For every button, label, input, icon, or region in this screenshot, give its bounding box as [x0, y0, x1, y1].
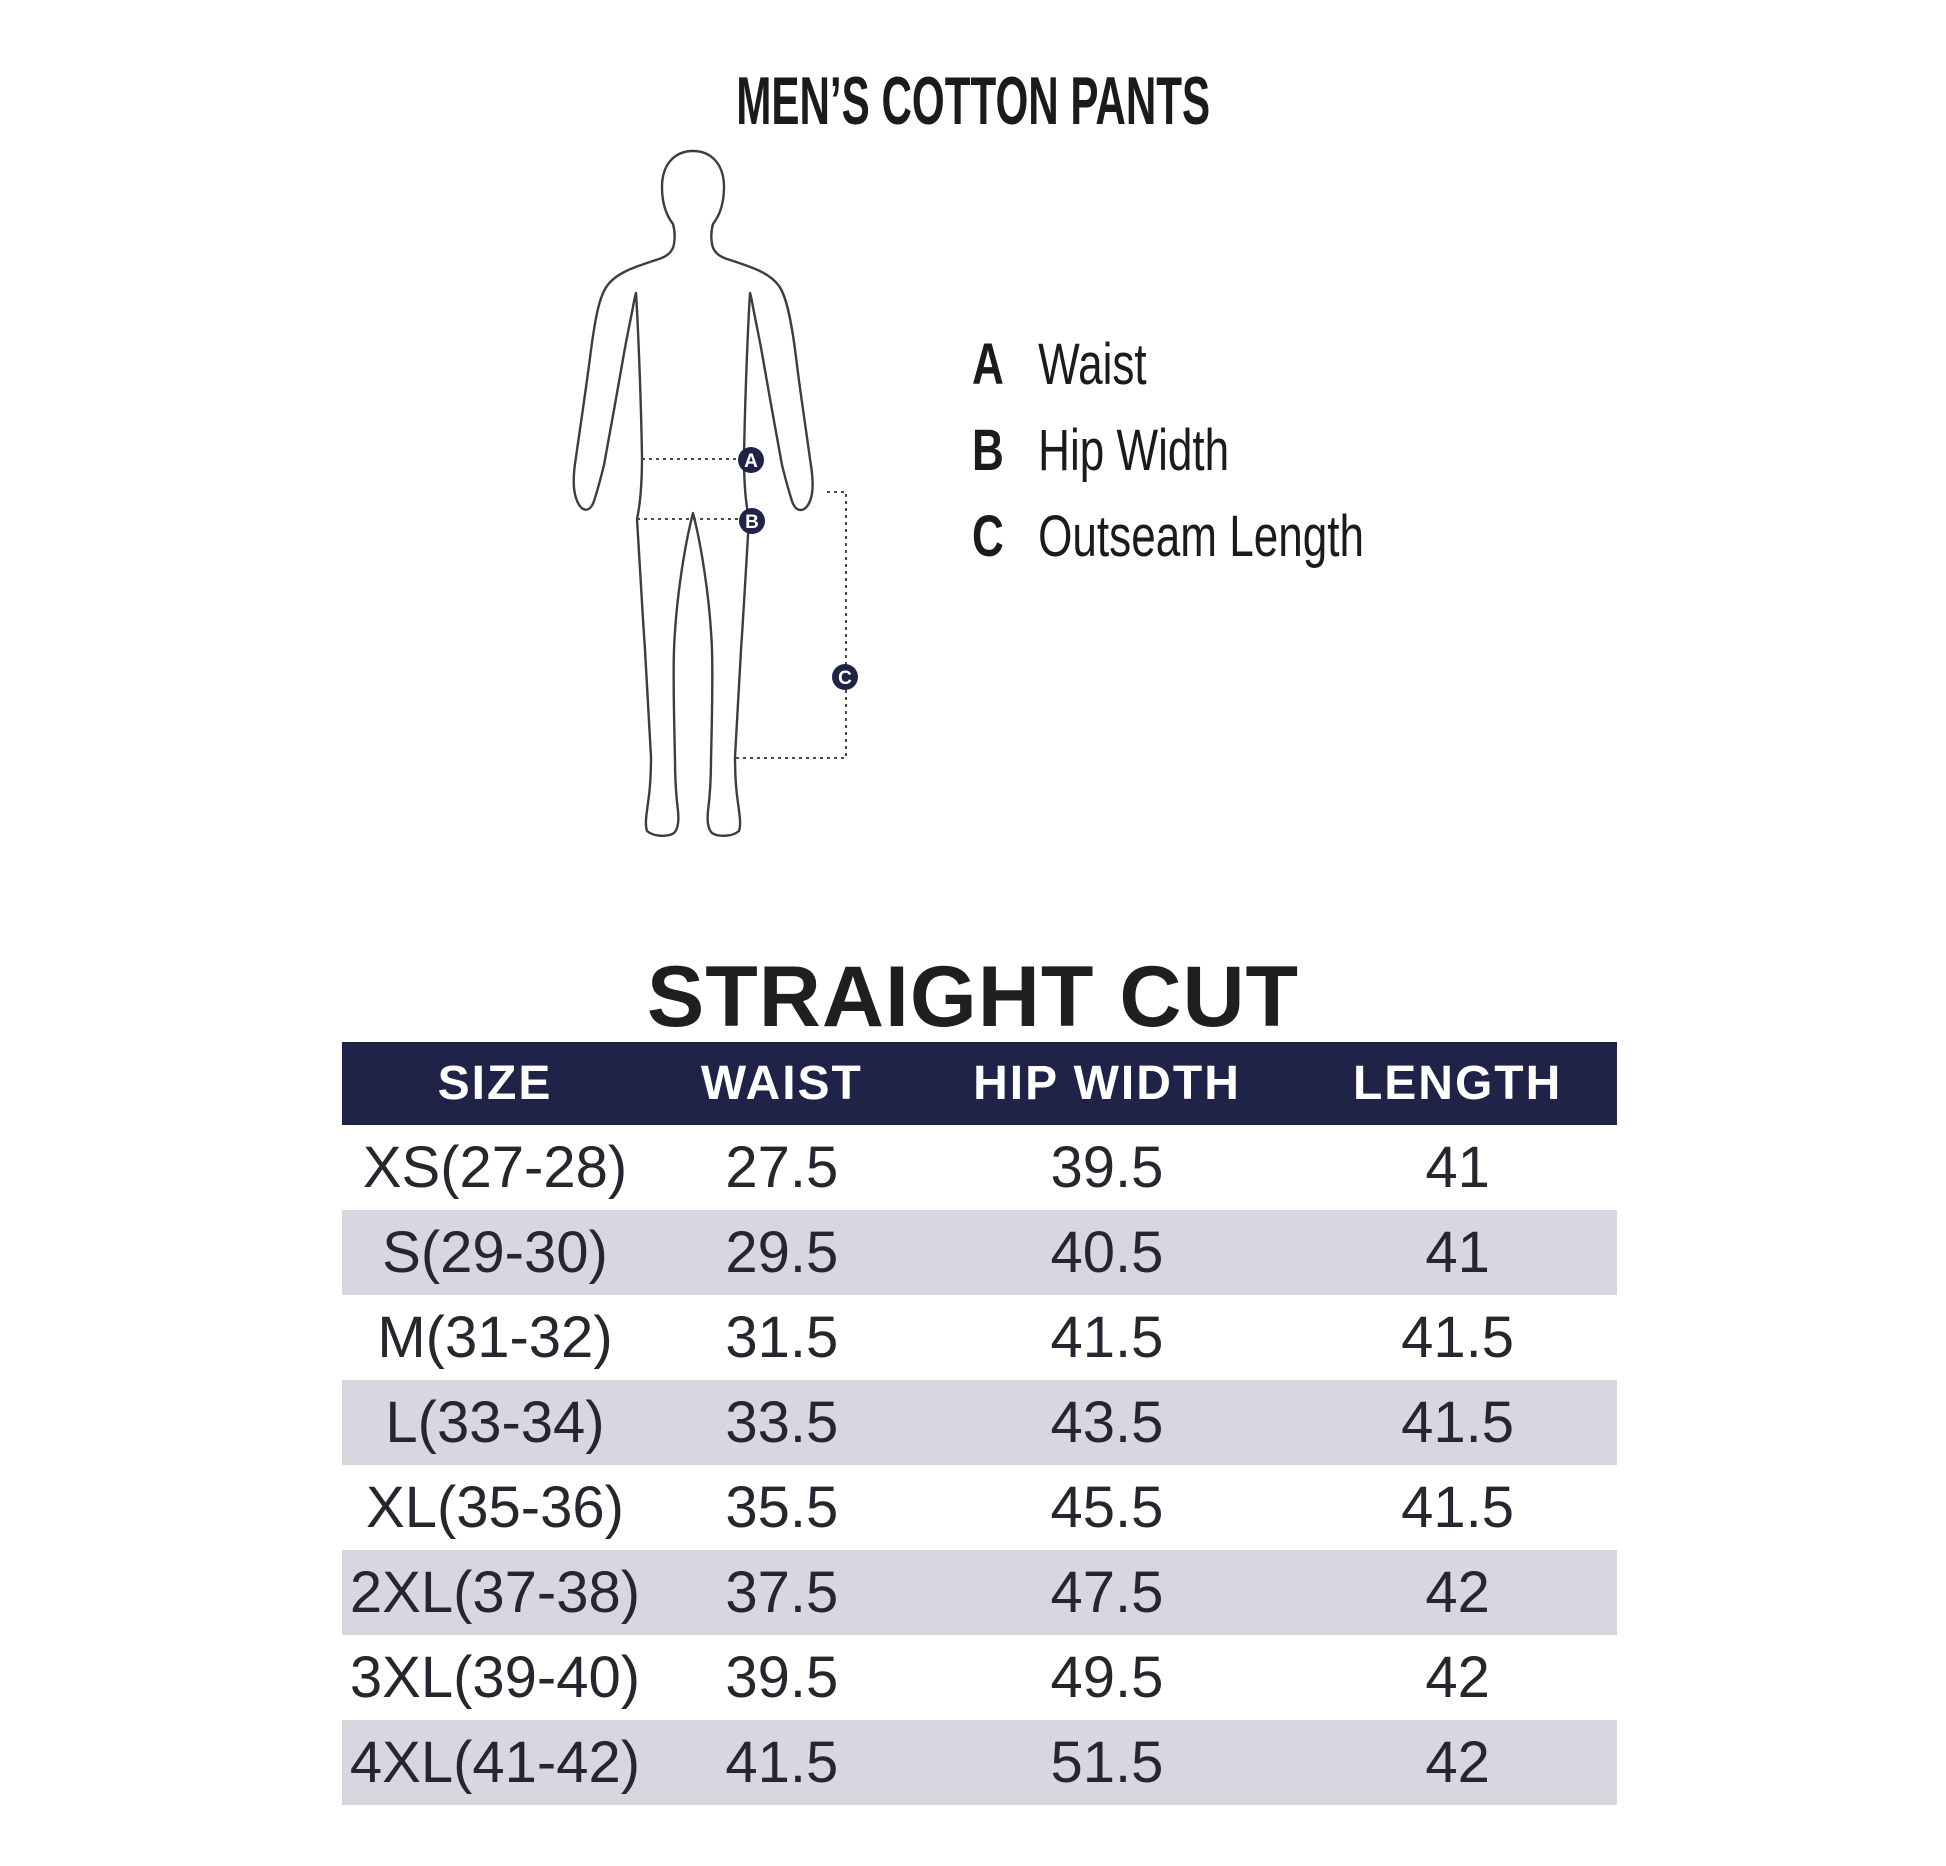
waist-cell: 37.5	[725, 1560, 839, 1625]
table-row	[342, 1380, 1617, 1465]
size-cell: S(29-30)	[382, 1220, 608, 1285]
length-cell: 42	[1425, 1730, 1490, 1795]
waist-cell: 31.5	[725, 1305, 839, 1370]
legend-item-hip-width	[972, 418, 1364, 483]
marker-b-letter: B	[745, 512, 759, 533]
size-table-body	[342, 1125, 1617, 1805]
header-row	[342, 1042, 1617, 1125]
table-row	[342, 1550, 1617, 1635]
hip-width-cell: 45.5	[1050, 1475, 1164, 1540]
legend-label-waist: Waist	[1038, 332, 1147, 397]
section-title: STRAIGHT CUT	[646, 949, 1300, 1045]
legend-item-outseam-length	[972, 504, 1365, 569]
column-header-length: LENGTH	[1352, 1057, 1563, 1110]
size-cell: 3XL(39-40)	[349, 1645, 641, 1710]
legend-label-outseam-length: Outseam Length	[1038, 504, 1365, 569]
male-body-silhouette	[574, 151, 813, 836]
length-cell: 42	[1425, 1645, 1490, 1710]
size-table-header	[342, 1042, 1617, 1125]
legend-label-hip-width: Hip Width	[1038, 418, 1230, 483]
legend-key-b: B	[972, 418, 1004, 483]
measurement-legend	[972, 332, 1488, 594]
hip-width-cell: 43.5	[1050, 1390, 1164, 1455]
table-row	[342, 1465, 1617, 1550]
table-row	[342, 1125, 1617, 1210]
legend-item-waist	[972, 332, 1364, 397]
size-cell: L(33-34)	[385, 1390, 605, 1455]
column-header-waist: WAIST	[700, 1057, 863, 1110]
legend-key-c: C	[972, 504, 1004, 569]
length-cell: 41.5	[1401, 1475, 1515, 1540]
table-row	[342, 1720, 1617, 1805]
hip-width-cell: 51.5	[1050, 1730, 1164, 1795]
legend-key-a: A	[972, 332, 1004, 397]
waist-cell: 27.5	[725, 1135, 839, 1200]
waist-cell: 41.5	[725, 1730, 839, 1795]
length-cell: 41.5	[1401, 1305, 1515, 1370]
length-cell: 41	[1425, 1135, 1490, 1200]
length-cell: 41.5	[1401, 1390, 1515, 1455]
marker-a-letter: A	[744, 451, 758, 472]
column-header-size: SIZE	[437, 1057, 553, 1110]
table-row	[342, 1210, 1617, 1295]
size-cell: 4XL(41-42)	[349, 1730, 641, 1795]
size-cell: XS(27-28)	[362, 1135, 628, 1200]
size-cell: XL(35-36)	[366, 1475, 624, 1540]
page-title-text: MEN’S COTTON PANTS	[736, 63, 1210, 139]
waist-cell: 33.5	[725, 1390, 839, 1455]
page-title	[0, 62, 1946, 140]
waist-cell: 39.5	[725, 1645, 839, 1710]
table-row	[342, 1295, 1617, 1380]
marker-c-letter: C	[838, 668, 852, 689]
column-header-hip-width: HIP WIDTH	[973, 1057, 1241, 1110]
size-cell: M(31-32)	[377, 1305, 613, 1370]
table-row	[342, 1635, 1617, 1720]
waist-cell: 35.5	[725, 1475, 839, 1540]
hip-width-cell: 40.5	[1050, 1220, 1164, 1285]
hip-width-cell: 41.5	[1050, 1305, 1164, 1370]
hip-width-cell: 39.5	[1050, 1135, 1164, 1200]
hip-width-cell: 47.5	[1050, 1560, 1164, 1625]
body-measurement-diagram	[560, 145, 950, 845]
length-cell: 41	[1425, 1220, 1490, 1285]
size-cell: 2XL(37-38)	[349, 1560, 641, 1625]
hip-width-cell: 49.5	[1050, 1645, 1164, 1710]
size-table	[342, 1042, 1617, 1805]
length-cell: 42	[1425, 1560, 1490, 1625]
waist-cell: 29.5	[725, 1220, 839, 1285]
